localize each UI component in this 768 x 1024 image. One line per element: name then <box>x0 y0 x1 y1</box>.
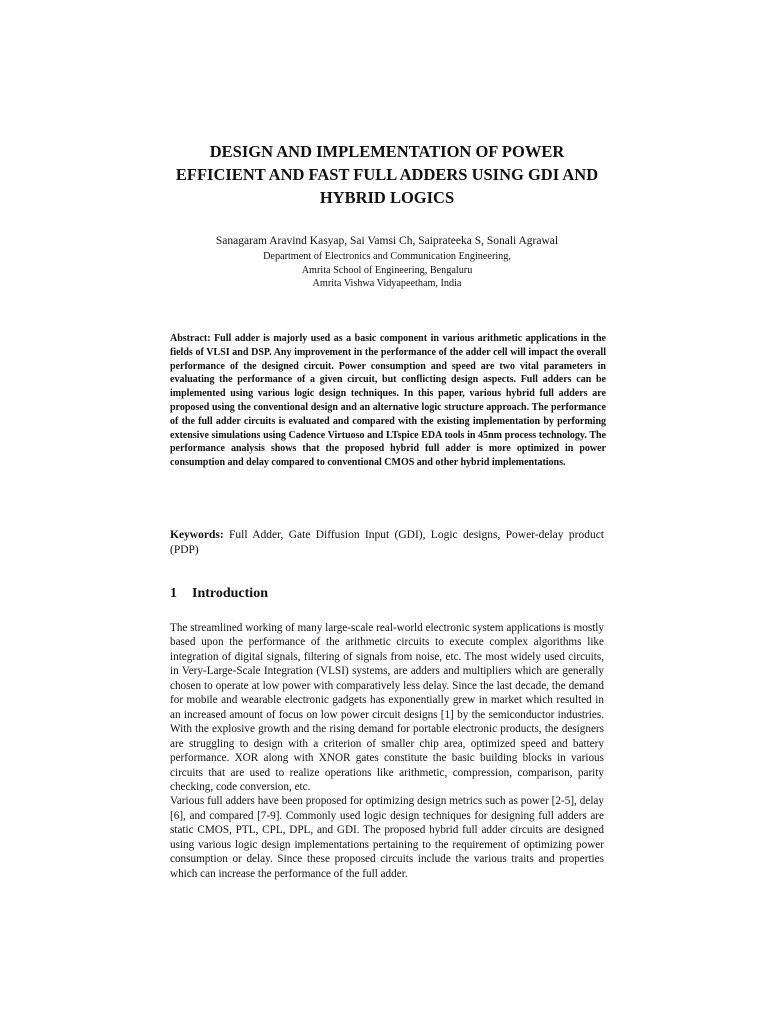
section-number: 1 <box>170 586 177 601</box>
introduction-body <box>170 621 604 881</box>
abstract: Abstract: Full adder is majorly used as a basic component in various arithmetic applications in the fields of VLSI and DSP. Any improvement in the performance of the adder cell will impact the overall performance of the designed circuit. Power consumption and speed are two vital parameters in evaluating the performance of a given circuit, but conflicting design aspects. Full adders can be implemented using various logic design techniques. In this paper, various hybrid full adders are proposed using the conventional design and an alternative logic structure approach. The performance of the full adder circuits is evaluated and compared with the existing implementation by performing extensive simulations using Cadence Virtuoso and LTspice EDA tools in 45nm process technology. The performance analysis shows that the proposed hybrid full adder is more optimized in power consumption and delay compared to conventional CMOS and other hybrid implementations. <box>170 333 606 469</box>
paragraph: The streamlined working of many large-scale real-world electronic system applications is mostly based upon the performance of the arithmetic circuits to execute complex algorithms like integration of digital signals, filtering of signals from noise, etc. The most widely used circuits, in Very-Large-Scale Integration (VLSI) systems, are adders and multipliers which are generally chosen to operate at low power with comparatively less delay. Since the last decade, the demand for mobile and wearable electronic gadgets has exponentially grew in market which resulted in an increased amount of focus on low power circuit designs [1] by the semiconductor industries. With the explosive growth and the rising demand for portable electronic products, the designers are struggling to design with a criterion of smaller chip area, optimized speed and battery performance. XOR along with XNOR gates constitute the basic building blocks in various circuits that are used to realize operations like arithmetic, compression, comparison, parity checking, code conversion, etc. <box>170 622 604 793</box>
paper-title: DESIGN AND IMPLEMENTATION OF POWER EFFICIENT AND FAST FULL ADDERS USING GDI AND HYBRID LOGICS <box>175 142 599 207</box>
affiliation-university: Amrita Vishwa Vidyapeetham, India <box>312 278 462 290</box>
paragraph: Various full adders have been proposed for optimizing design metrics such as power [2-5], delay [6], and compared [7-9]. Commonly used logic design techniques for designing full adders are static CMOS, PTL, CPL, DPL, and GDI. The proposed hybrid full adder circuits are designed using various logic design implementations pertaining to the requirement of optimizing power consumption or delay. Since these proposed circuits include the various traits and properties which can increase the performance of the full adder. <box>170 795 604 880</box>
keywords <box>170 528 604 558</box>
affiliation-school: Amrita School of Engineering, Bengaluru <box>301 264 473 276</box>
author-block <box>170 234 604 291</box>
author-list: Sanagaram Aravind Kasyap, Sai Vamsi Ch, Saiprateeka S, Sonali Agrawal <box>215 235 559 247</box>
keywords-text: Full Adder, Gate Diffusion Input (GDI), Logic designs, Power-delay product (PDP) <box>170 529 604 557</box>
section-heading-introduction <box>170 585 268 603</box>
section-title: Introduction <box>192 586 268 601</box>
affiliation-department: Department of Electronics and Communication Engineering, <box>263 251 511 262</box>
keywords-label: Keywords: <box>170 529 224 541</box>
